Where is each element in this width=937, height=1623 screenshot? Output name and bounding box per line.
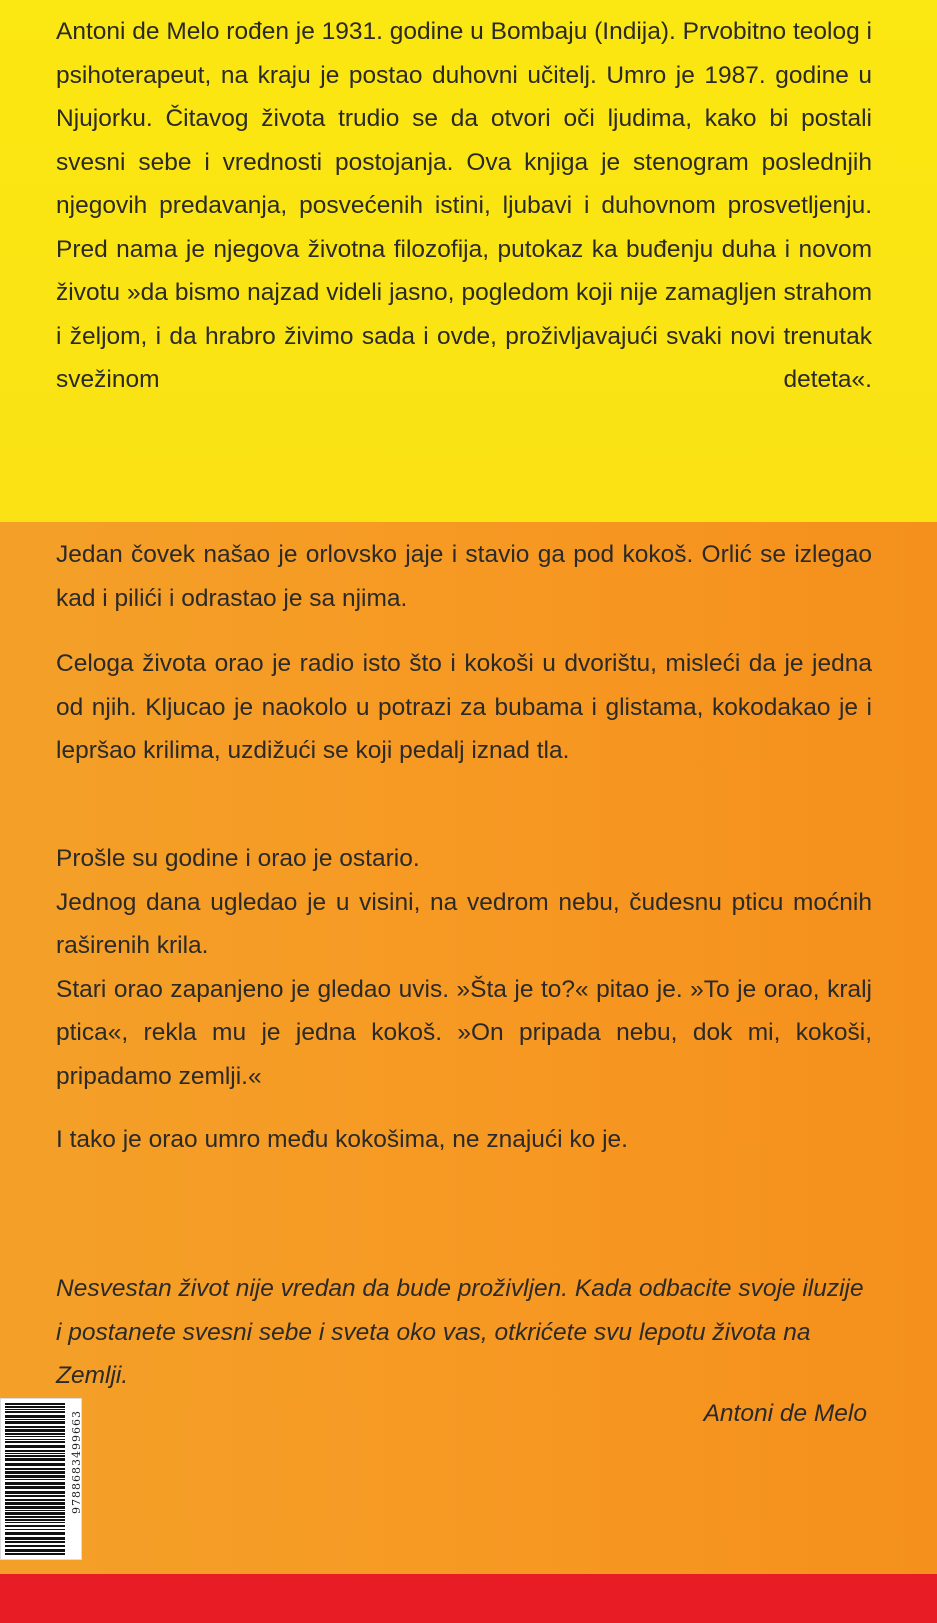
- story-paragraph-4: [56, 1118, 872, 1162]
- author-biography: Antoni de Melo rođen je 1931. godine u Bombaju (Indija). Prvobitno teolog i psihoterapeut, na kraju je postao duhovni učitelj. Umro je 1987. godine u Njujorku. Čitavog života trudio se da otvori oči ljudima, kako bi postali svesni sebe i vrednosti postojanja. Ova knjiga je stenogram poslednjih njegovih predavanja, posvećenih istini, ljubavi i duhovnom prosvetljenju. Pred nama je njegova životna filozofija, putokaz ka buđenju duha i novom životu »da bismo najzad videli jasno, pogledom koji nije zamagljen strahom i željom, i da hrabro živimo sada i ovde, proživljavajući svaki novi trenutak svežinom deteta«.: [56, 18, 872, 393]
- barcode-bar: [5, 1436, 65, 1437]
- barcode-bar: [5, 1455, 65, 1457]
- barcode-bar: [5, 1529, 65, 1530]
- barcode-bar: [5, 1510, 65, 1511]
- story-text: Jedan čovek našao je orlovsko jaje i stavio ga pod kokoš. Orlić se izlegao kad i pilići i odrastao je sa njima.: [56, 541, 872, 612]
- barcode-bar: [5, 1532, 65, 1535]
- barcode-bar: [5, 1519, 65, 1521]
- barcode-bar: [5, 1403, 65, 1405]
- barcode-bar: [5, 1491, 65, 1494]
- barcode-bar: [5, 1426, 65, 1428]
- barcode-bar: [5, 1421, 65, 1424]
- barcode-bar: [5, 1482, 65, 1485]
- barcode-bar: [5, 1419, 65, 1420]
- barcode-bar: [5, 1439, 65, 1440]
- story-paragraph-3: [56, 837, 872, 1098]
- story-text: Celoga života orao je radio isto što i kokoši u dvorištu, misleći da je jedna od njih. Kljucao je naokolo u potrazi za bubama i glistama, kokodakao je i lepršao krilima, uzdižući se koji pedalj iznad tla.: [56, 650, 872, 764]
- barcode-bar: [5, 1537, 65, 1540]
- barcode-bar: [5, 1450, 65, 1452]
- story-text: Jednog dana ugledao je u visini, na vedrom nebu, čudesnu pticu moćnih raširenih krila.: [56, 888, 872, 959]
- top-yellow-panel: [0, 0, 937, 522]
- story-paragraph-1: [56, 533, 872, 620]
- barcode-bar: [5, 1516, 65, 1518]
- barcode-bar: [5, 1512, 65, 1515]
- barcode-bar: [5, 1471, 65, 1474]
- quote-author: Antoni de Melo: [703, 1400, 867, 1427]
- barcode-bar: [5, 1506, 65, 1509]
- barcode-bar: [5, 1479, 65, 1480]
- barcode-bar: [5, 1445, 65, 1448]
- barcode-bar: [5, 1495, 65, 1497]
- barcode-bar: [5, 1453, 65, 1454]
- barcode-bar: [5, 1411, 65, 1413]
- barcode-bar: [5, 1433, 65, 1435]
- barcode-bar: [5, 1553, 65, 1555]
- barcode-bar: [5, 1549, 65, 1552]
- barcode-bar: [5, 1441, 65, 1443]
- story-text: Prošle su godine i orao je ostario.: [56, 845, 420, 872]
- barcode-bar: [5, 1486, 65, 1489]
- story-text: I tako je orao umro među kokošima, ne znajući ko je.: [56, 1126, 628, 1153]
- barcode-bar: [5, 1522, 65, 1523]
- barcode-bar: [5, 1502, 65, 1505]
- barcode-bar: [5, 1525, 65, 1527]
- story-paragraph-2: [56, 642, 872, 773]
- barcode-bar: [5, 1458, 65, 1461]
- barcode-bar: [5, 1429, 65, 1432]
- story-text: Stari orao zapanjeno je gledao uvis. »Šta je to?« pitao je. »To je orao, kralj ptica«, rekla mu je jedna kokoš. »On pripada nebu, dok mi, kokoši, pripadamo zemlji.«: [56, 975, 872, 1090]
- barcode-bar: [5, 1545, 65, 1547]
- barcode-icon: [1, 1399, 81, 1559]
- bottom-red-band: [0, 1574, 937, 1623]
- barcode-bar: [5, 1468, 65, 1470]
- barcode-bar: [5, 1499, 65, 1501]
- barcode-bar: [5, 1409, 65, 1410]
- closing-quote: Nesvestan život nije vredan da bude proživljen. Kada odbacite svoje iluzije i postanete svesni sebe i sveta oko vas, otkrićete svu lepotu života na Zemlji.: [56, 1275, 864, 1389]
- barcode-bar: [5, 1541, 65, 1543]
- isbn-number: 9788683499663: [70, 1410, 83, 1514]
- barcode-bar: [5, 1475, 65, 1478]
- barcode-bar: [5, 1406, 65, 1408]
- barcode-bar: [5, 1463, 65, 1466]
- barcode-bar: [5, 1415, 65, 1418]
